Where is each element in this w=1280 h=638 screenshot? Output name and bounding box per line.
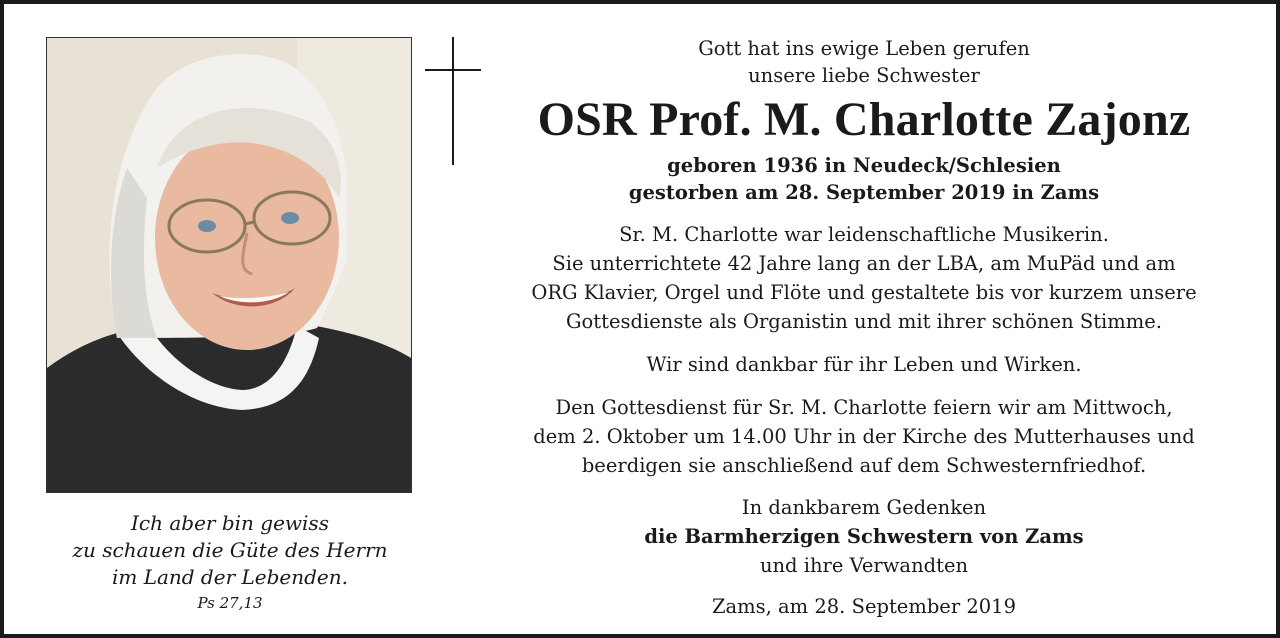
bio-line: Sie unterrichtete 42 Jahre lang an der LBA, am MuPäd und am [552,252,1176,275]
bio-line: Sr. M. Charlotte war leidenschaftliche Musikerin. [619,223,1109,246]
service-line: dem 2. Oktober um 14.00 Uhr in der Kirche des Mutterhauses und [533,425,1195,448]
psalm-reference: Ps 27,13 [197,594,263,612]
service-info [472,393,1256,480]
biography [472,220,1256,336]
service-line: beerdigen sie anschließend auf dem Schwesternfriedhof. [581,454,1147,477]
bio-line: Gottesdienste als Organistin und mit ihrer schönen Stimme. [565,310,1163,333]
bio-line: ORG Klavier, Orgel und Flöte und gestaltete bis vor kurzem unsere [531,281,1197,304]
deceased-name: OSR Prof. M. Charlotte Zajonz [537,93,1191,146]
closing-line: und ihre Verwandten [759,554,969,577]
psalm-line: zu schauen die Güte des Herrn [72,538,388,562]
closing-block [472,493,1256,580]
intro-line: unsere liebe Schwester [748,64,980,87]
psalm-line: Ich aber bin gewiss [131,511,329,535]
closing-line: In dankbarem Gedenken [741,496,987,519]
closing-organization: die Barmherzigen Schwestern von Zams [644,525,1084,548]
intro [472,35,1256,89]
obituary-text [472,35,1256,620]
psalm-quote [26,510,434,614]
death-line: gestorben am 28. September 2019 in Zams [628,181,1100,204]
thanks-line: Wir sind dankbar für ihr Leben und Wirken. [646,353,1082,376]
birth-line: geboren 1936 in Neudeck/Schlesien [667,154,1061,177]
place-date: Zams, am 28. September 2019 [711,595,1016,618]
intro-line: Gott hat ins ewige Leben gerufen [698,37,1030,60]
portrait-photo [46,37,412,493]
psalm-line: im Land der Lebenden. [111,565,349,589]
service-line: Den Gottesdienst für Sr. M. Charlotte feiern wir am Mittwoch, [555,396,1173,419]
life-dates [472,152,1256,206]
